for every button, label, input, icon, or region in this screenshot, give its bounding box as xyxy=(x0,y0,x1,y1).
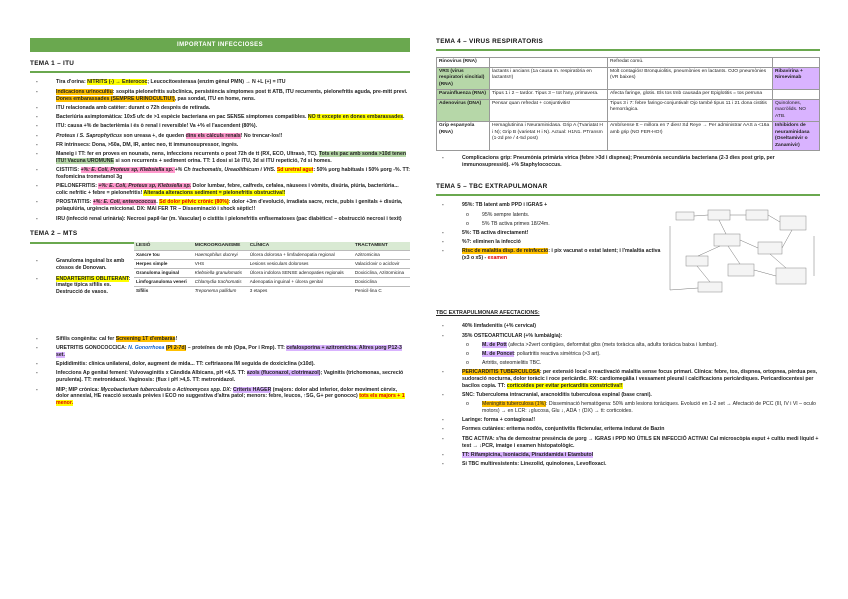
mts-block xyxy=(30,242,410,336)
itu-item: - Indicacions urinocultiu: sospita pielonefritis subclínica, persistència símptomes post tt ATB, ITU recurrents, pielonefritis aguda, pre-mitt previ. Dones embarassades (SEMPRE URINOCULTIU!), pas sondat, ITU en home, nens. xyxy=(30,89,410,103)
tbc-item: o 5% TB activa primes 18/24m. xyxy=(436,221,666,228)
table-row: VRS (virus respiratori sincitial) (RNA) lactants i ancians (1a causa m. respiratòria en lactants!!) Molt contagiós! Bronquiolitis, pneumònies en lactants. OJO pneumònies (VR baixes) Ribavirina + Nirsevimab xyxy=(437,67,820,89)
mts-item: - MIP; MIP crònica: Mycobacterium tuberculosis o Actinomyces spp. DX: Criteris HAGER (majors: dolor abd inferior, dolor moviment cèrvix, dolor annexial, HE reacció sexuals prèvies i ECO no suggestiva d'altra patol; menors: febre, leucos, ↑SG, G+ per gonococ) tots els majors + 1 menor. xyxy=(30,387,410,408)
extra-item: - 40% limfadenitis (+% cervical) xyxy=(436,323,820,330)
mts-side-item: - ENDARTERITIS OBLITERANT: imatge típica sífilis es. Destrucció de vasos. xyxy=(30,276,134,297)
flow-box xyxy=(780,216,806,230)
mts-item: - Infeccions Ap genital femení: Vulvovaginitis x Càndida Albicans, pH <4,5. TT: azols (fluconazol, clotrimazol); Vaginitis (trichomonas, secreció purulenta). TT: metronidazol. Vaginosis: (flux i pH >4,5. TT: metronidazol. xyxy=(30,370,410,384)
extra-item: o M. de Poncet: poliartritis reactiva simètrica (>3 art). xyxy=(436,351,820,358)
itu-item: - ITU relacionada amb catèter: durant o 72h després de retirada. xyxy=(30,105,410,112)
table-row: Granuloma inguinal Klebsiella granulomatis Úlcera indolora SENSE adenopaties regionals Doxiciclina, Azitromicina xyxy=(134,269,410,278)
itu-item: - IRU (infecció renal urinària): Necrosi papil·lar (m. Vascular) o cistitis i pielonefritis enfisematoses (pac diabètics! – obstrucció necrosi i texit) xyxy=(30,216,410,223)
flow-box xyxy=(746,210,768,220)
tbc-item: o 95% sempre latents. xyxy=(436,212,666,219)
virus-section-title: TEMA 4 – VIRUS RESPIRATORIS xyxy=(436,38,820,51)
tbc-block xyxy=(436,202,820,306)
right-column xyxy=(436,38,820,470)
flow-box xyxy=(708,210,730,220)
extra-item: - Laringe: forma + contagiosa!! xyxy=(436,417,820,424)
tbc-text xyxy=(436,202,666,264)
itu-item: - FR intrínsecs: Dona, >50a, DM, IR, antec neo, tt immunosupressor, ingrés. xyxy=(30,142,410,149)
itu-section-title: TEMA 1 – ITU xyxy=(30,60,410,73)
extra-item: - Si TBC multiresistents: Linezolid, quinolones, Levofloxaci. xyxy=(436,461,820,468)
table-row: Rinovirus (RNA) Refredat comú. xyxy=(437,58,820,67)
mts-section-title: TEMA 2 – MTS xyxy=(30,230,410,243)
itu-item: - Tira d'orina: NITRITS (-) → Enterococ; Leucocitoesterasa (enzim gènul PMN) → N +L (+) = ITU xyxy=(30,79,410,86)
extra-item: - 35% OSTEOARTICULAR (+% lumbàlgia): xyxy=(436,333,820,340)
extra-item: - Formes cutànies: eritema nodós, conjuntivitis flictenular, eritema indurat de Bazin xyxy=(436,426,820,433)
tbc-item: - 95%: TB latent amb PPD i IGRAS + xyxy=(436,202,666,209)
table-row: Parainfluenza (RNA) Tipus 1 i 2 – tardor. Tipus 3 – tot l'any, primavera. Afecta faringe, glotis. Els tos tmb causada per Epiglotitis = tos perruna xyxy=(437,90,820,99)
extra-item: - PERICARDITIS TUBERCULOSA: per extensió local o reactivació malaltia sense focus primari. Clínica: febre, tos, dispnea, ortopnea, pèrdua pes, sudoració nocturna, dolor toràcic i roce pericàrdic. RX: cardiomegàlia i vessament pleural i calcificacions pericàrdiques. Pericardiocentesi per bacilos copia. TT: corticoides per evitar pericarditis constrictiva!! xyxy=(436,369,820,390)
mts-item: - Epididimitis: clínica unilateral, dolor, augment de mida... TT: ceftriaxona IM seguida de doxiciclina (x10d). xyxy=(30,361,410,368)
extra-item: o Meningitis tuberculosa (1%): Disseminació hematògena: 50% amb lesions toràciques. Evolució en 1-2 set → Afectació de PCC (III, IV i VI – oculo motors) → en LCR: ↓glucosa, Glu ↓, ADA ↑ (DX) → tt: corticoides. xyxy=(436,401,820,415)
tbc-section-title: TEMA 5 – TBC EXTRAPULMONAR xyxy=(436,183,820,196)
mts-list xyxy=(30,336,410,407)
table-row: Xancre tou Haemophilus ducreyi Úlcera dolorosa + limfadenopatia regional Azitromicina xyxy=(134,251,410,260)
left-column xyxy=(30,38,410,410)
flow-box xyxy=(758,242,782,254)
virus-item: - Complicacions grip: Pneumònia primària vírica (febre >3d i dispnea); Pneumònia secundària bacteriana (2-3 dies post grip, per immunosupressió). +% Staphylococcus. xyxy=(436,155,820,169)
mts-item: - URETRITIS GONOCOCCICA: N. Gonorrhoea (Pl 2-7d) – proteïnes de mb (Opa, Por i Rmp). TT: cefalosporina + azitromicina. Altres μorg P12-3 set. xyxy=(30,345,410,359)
flow-box xyxy=(698,282,722,292)
table-row: Herpes simple VHS Lesions vesiculars doloroses Valaciclovir o aciclovir xyxy=(134,260,410,269)
extra-item: - TBC ACTIVA: s'ha de demostrar presència de μorg → IGRAS i PPD NO ÚTILS EN INFECCIÓ ACTIVA! Cal microscòpia esput + cultiu medi líquid + test → ↓PCR, imatge i examen histopatològic. xyxy=(436,436,820,450)
extra-item: o Artritis, osteomielitis TBC. xyxy=(436,360,820,367)
itu-item: - ITU: causa +% de bacterièmia i és ò renal i reversible! Va +% el l'ascendent (80%). xyxy=(30,123,410,130)
itu-item: - Bacteriúria asimptomàtica: 10x5 ufc de >1 espècie bacteriana en pac SENSE símptomes compatibles. NO tt excepte en dones embarassades. xyxy=(30,114,410,121)
itu-item: - CISTITIS: +%: E. Coli, Proteus sp, Klebsiella sp. +% Ch trachomatis, Ureaolithicum i VHS. Sd uretral agut: 50% μorg habituals i 50% μorg -%. TT: fosfomicina trometamol 3g xyxy=(30,167,410,181)
extra-item: o M. de Pott (afecta >2vert contigües, deformitat gibs (mets toràcica alta, adults toràcica baixa i lumbar). xyxy=(436,342,820,349)
flow-box xyxy=(676,212,694,220)
extra-title: TBC EXTRAPULMONAR AFECTACIONS: xyxy=(436,310,540,317)
tbc-item: - %?: eliminen la infecció xyxy=(436,239,666,246)
mts-side-item: - Granuloma inguinal bx amb còssos de Donovan. xyxy=(30,258,134,272)
mts-item: - Sífilis congènita: cal fer Screening 1T d'embaràs! xyxy=(30,336,410,343)
mts-table-header: LESIÓ MICROORGANISME CLÍNICA TRACTAMENT xyxy=(134,242,410,251)
extra-item: - TT: Rifampicina, Isoniacida, Pirazidamida i Etambutol xyxy=(436,452,820,459)
itu-list xyxy=(30,79,410,222)
mts-table xyxy=(134,242,410,296)
mts-side-list xyxy=(30,258,134,300)
tbc-item: - 5%: TB activa directament! xyxy=(436,230,666,237)
virus-table xyxy=(436,57,820,151)
itu-item: - Proteus i S. Saprophyticus son ureasa +, de queden dins els càlculs renals! No trencar-los!! xyxy=(30,133,410,140)
itu-item: - PROSTATITIS: +%: E. Coli, enterococcus. Sd dolor pèlvic crònic (80%): dolor +3m d'evolució, irradiata sacre, recte, pubis i genitals + disúria, polaquiúria, urgència miccional. DX: MAI FER TR – Disseminació i shock sèptic!! xyxy=(30,199,410,213)
flow-box xyxy=(686,256,708,266)
tbc-item: - Risc de malaltia disp. de reinfecció: i pix vacunat o estat latent; i l'malaltia activa (x3 o x5) - examen xyxy=(436,248,666,262)
tbc-flowchart xyxy=(668,206,818,298)
extra-item: - SNC: Tuberculoma intracranial, aracnoiditis tuberculosa espinal (base crani). xyxy=(436,392,820,399)
flow-box xyxy=(776,268,806,284)
table-row: Limfogranuloma veneri Chlamydia trachomatis Adenopatia inguinal + úlcera genital Doxiciclina xyxy=(134,278,410,287)
flow-box xyxy=(714,234,740,246)
virus-list xyxy=(436,155,820,169)
flow-box xyxy=(728,264,754,276)
table-row: Sífilis Treponema pallidum 3 etapes Penicil·lina C xyxy=(134,287,410,296)
itu-item: - PIELONEFRITIS: +%: E. Coli, Proteus sp, Klebsiella sp. Dolor lumbar, febre, calfreds, cefalea, nàusees i vòmits, disúria, piúria, bacteriúria... colic nefrític + febre = pielonefritis! Alterada alteracions sediment = pielonefritis obstructiva!! xyxy=(30,183,410,197)
itu-item: - Maneig i TT: fer en proves en nounats, nens, infeccions recurrents o post 72h de tt (RX, ECO, Ultrasò, TC). Tots els pac amb sonda >10d tenen ITU! Vacuna UROMUNE si son recurrents + sediment orina. TT: 1 dosi si 1è ITU, 3d si ITU repetició, 7d si homes. xyxy=(30,151,410,165)
table-row: Grip espanyola (RNA) Hemaglutinina i Neuraminidasa. Grip A (Tvariatat H i N); Grip B (varietat H i N). Actual: H1N1. PTransm (1-2d pre / 4-5d post) Amb/sense tt – millora en 7 dies! Sd Reye → Per administrar AAS a <16a amb grip (NO FER-HO!) Inhibidors de neuraminidasa (Oseltamivir o Zanamivir) xyxy=(437,122,820,151)
page-banner: IMPORTANT INFECCIOSES xyxy=(30,38,410,52)
table-row: Adenovirus (DNA) Pensar quan refredat + conjuntivitis! Tipus 3 i 7: febre faringo-conjuntival! Ojo també tipus 11 i 21 dona cistitis hemorràgica. Quinolones, macròlids. NO ATB. xyxy=(437,99,820,121)
